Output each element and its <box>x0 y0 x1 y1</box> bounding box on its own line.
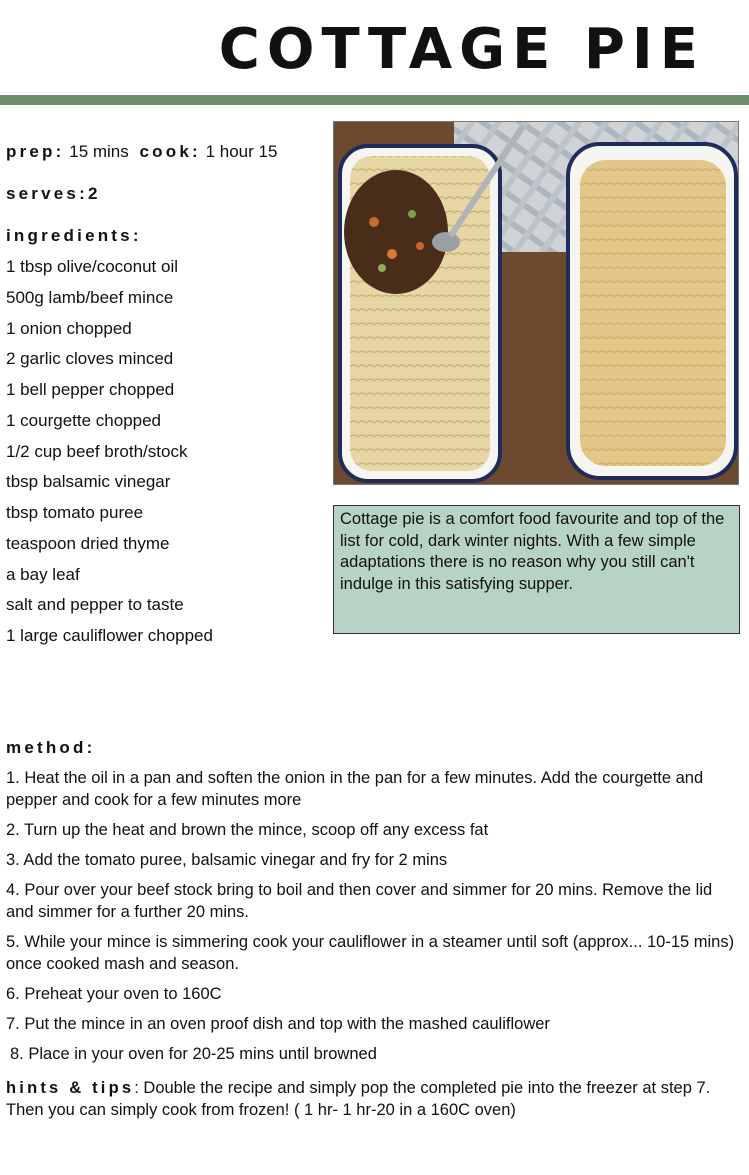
method-step: 4. Pour over your beef stock bring to boil and then cover and simmer for 20 mins. Remove the lid and simmer for a further 20 mins. <box>6 881 713 921</box>
serves-line <box>6 184 101 204</box>
method-step: 7. Put the mince in an oven proof dish and top with the mashed cauliflower <box>6 1015 550 1033</box>
ingredients-label: ingredients: <box>6 226 142 245</box>
method-step: 1. Heat the oil in a pan and soften the onion in the pan for a few minutes. Add the courgette and pepper and cook for a few minutes more <box>6 769 704 809</box>
serves-value: 2 <box>87 184 101 203</box>
hints-and-tips <box>6 1077 741 1121</box>
header-divider <box>0 95 749 105</box>
page-title: COTTAGE PIE <box>218 17 705 82</box>
ingredient-item: tbsp tomato puree <box>6 503 144 522</box>
method-step: 8. Place in your oven for 20-25 mins until browned <box>10 1045 377 1063</box>
ingredient-item: 2 garlic cloves minced <box>6 349 174 369</box>
prep-cook-line <box>6 142 277 162</box>
hints-label: hints & tips <box>6 1079 135 1097</box>
prep-value: 15 mins <box>69 142 129 161</box>
cottage-pie-photo <box>333 121 739 485</box>
method-step: 6. Preheat your oven to 160C <box>6 985 222 1003</box>
hints-text: : Double the recipe and simply pop the completed pie into the freezer at step 7. Then you can simply cook from frozen! ( 1 hr- 1 hr-20 in a 160C oven) <box>6 1079 711 1119</box>
ingredients-heading <box>6 226 142 246</box>
method-heading <box>6 738 95 758</box>
method-label: method: <box>6 738 96 757</box>
ingredient-item: a bay leaf <box>6 564 80 584</box>
ingredient-item: tbsp balsamic vinegar <box>6 472 171 492</box>
method-steps <box>6 767 741 1073</box>
ingredient-item: salt and pepper to taste <box>6 595 184 615</box>
method-step: 3. Add the tomato puree, balsamic vinegar and fry for 2 mins <box>6 851 448 869</box>
ingredient-item: 1 tbsp olive/coconut oil <box>6 257 178 276</box>
serves-label: serves: <box>6 184 88 203</box>
cook-value: 1 hour 15 <box>205 142 278 161</box>
ingredient-item: 1/2 cup beef broth/stock <box>6 441 188 461</box>
method-step: 2. Turn up the heat and brown the mince, scoop off any excess fat <box>6 821 489 839</box>
ingredient-item: teaspoon dried thyme <box>6 533 170 553</box>
prep-label: prep: <box>6 142 65 161</box>
ingredient-item: 500g lamb/beef mince <box>6 287 174 307</box>
cook-label: cook: <box>139 142 201 161</box>
ingredient-item: 1 large cauliflower chopped <box>6 626 213 645</box>
ingredients-list <box>6 257 213 657</box>
ingredient-item: 1 courgette chopped <box>6 410 162 430</box>
ingredient-item: 1 bell pepper chopped <box>6 380 175 399</box>
intro-blurb: Cottage pie is a comfort food favourite and top of the list for cold, dark winter nights. With a few simple adaptations there is no reason why you still can't indulge in this satisfying supper. <box>333 505 740 634</box>
method-step: 5. While your mince is simmering cook your cauliflower in a steamer until soft (approx... 10-15 mins) once cooked mash and season. <box>6 933 735 973</box>
ingredient-item: 1 onion chopped <box>6 318 132 338</box>
